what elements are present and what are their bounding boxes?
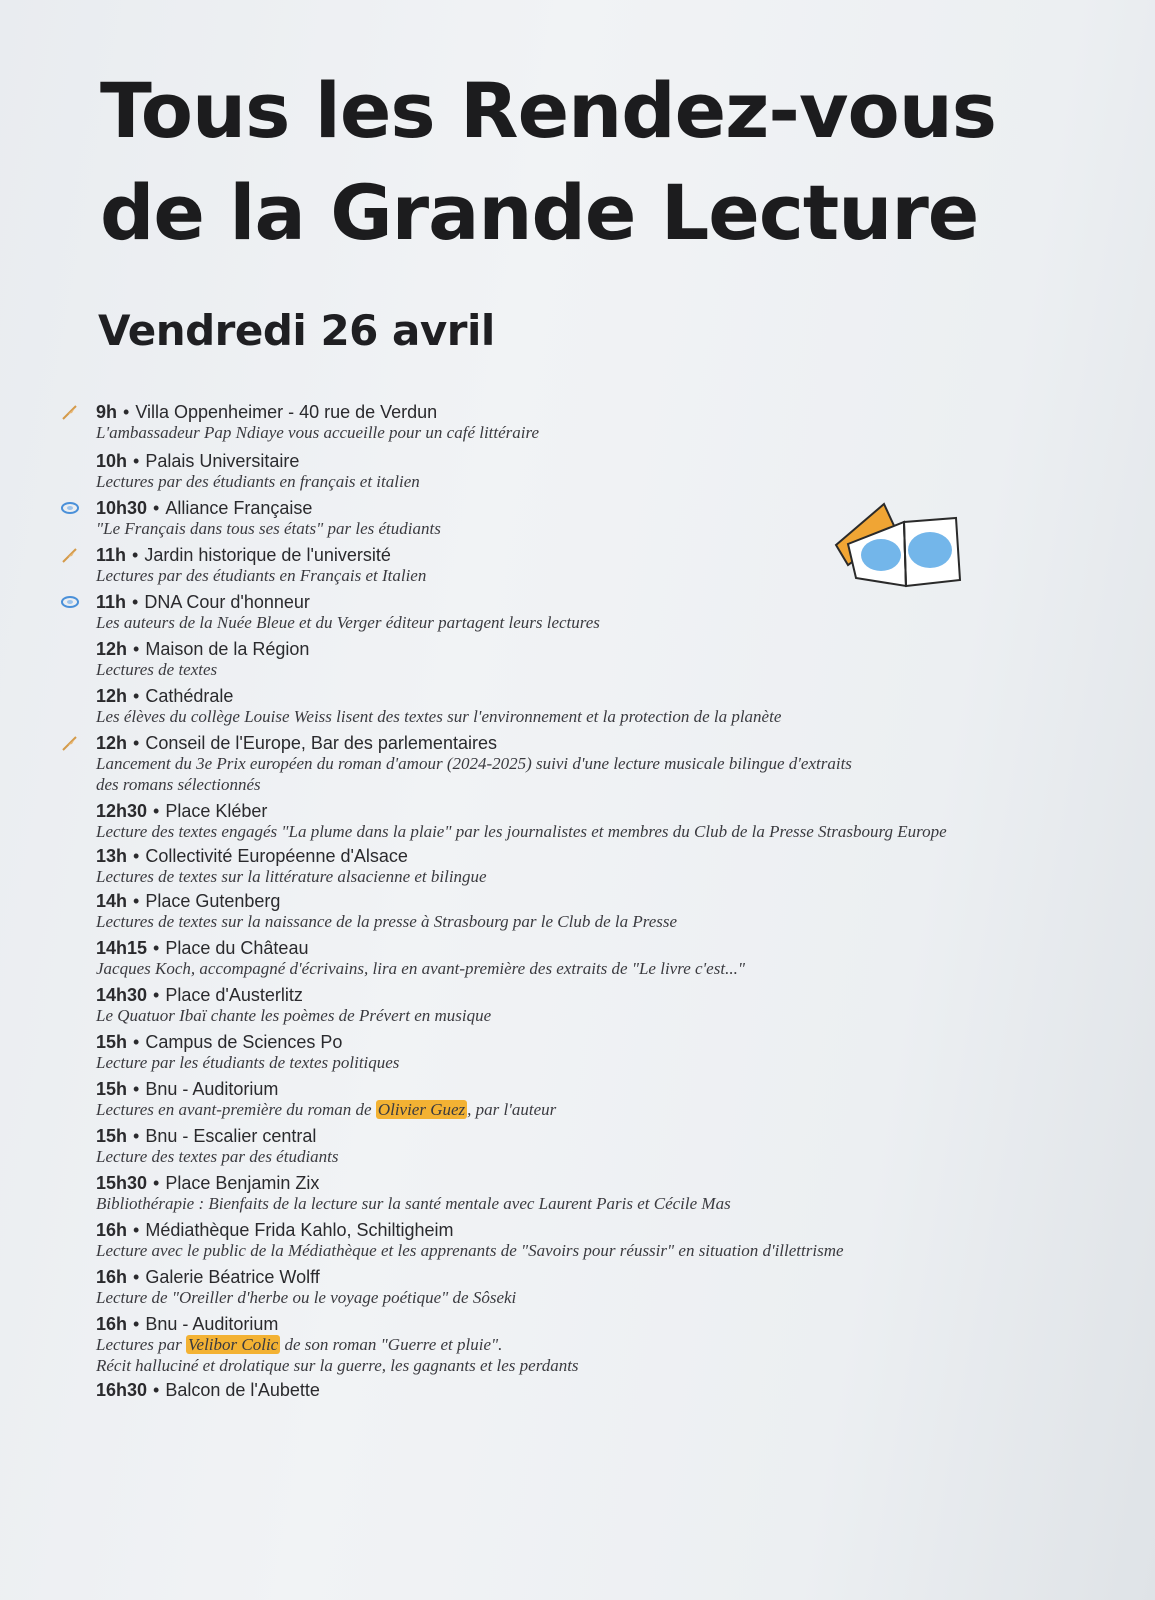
event-description: Le Quatuor Ibaï chante les poèmes de Prévert en musique	[96, 1006, 492, 1025]
event-place: Bnu - Escalier central	[145, 1126, 317, 1146]
event-time: 12h	[96, 639, 128, 659]
event-time: 14h15	[96, 938, 148, 958]
event-heading	[96, 891, 1155, 911]
event-heading	[96, 1380, 1155, 1400]
event-time: 16h30	[96, 1380, 148, 1400]
event-time: 9h	[96, 402, 118, 422]
event-description: Lancement du 3e Prix européen du roman d'amour (2024-2025) suivi d'une lecture musicale bilingue d'extraits	[96, 754, 852, 773]
bullet-separator: •	[153, 938, 160, 958]
event-heading	[96, 733, 1155, 753]
event-description: Lecture par les étudiants de textes politiques	[96, 1053, 400, 1072]
feather-icon	[60, 547, 80, 563]
event-item	[0, 1173, 1155, 1214]
event-description: Lectures en avant-première du roman de Olivier Guez , par l'auteur	[96, 1100, 557, 1119]
event-item	[0, 1314, 1155, 1376]
event-time: 10h	[96, 451, 128, 471]
event-heading	[96, 402, 1155, 422]
event-description: Lectures de textes sur la naissance de la presse à Strasbourg par le Club de la Presse	[96, 912, 678, 931]
event-list	[0, 396, 1155, 1400]
event-place: Bnu - Auditorium	[145, 1079, 279, 1099]
event-time: 11h	[96, 545, 127, 565]
event-description: "Le Français dans tous ses états" par les étudiants	[96, 519, 441, 538]
event-heading	[96, 801, 1155, 821]
event-place: Place Gutenberg	[145, 891, 281, 911]
event-heading	[96, 498, 1155, 518]
event-item	[0, 592, 1155, 633]
event-description: Lecture des textes engagés "La plume dans la plaie" par les journalistes et membres du Club de la Presse Strasbourg Europe	[96, 822, 947, 841]
event-time: 15h30	[96, 1173, 148, 1193]
event-description: Lecture des textes par des étudiants	[96, 1147, 339, 1166]
event-item	[0, 402, 1155, 443]
bullet-separator: •	[133, 1126, 140, 1146]
feather-icon	[60, 404, 80, 420]
event-item	[0, 1032, 1155, 1073]
event-heading	[96, 1314, 1155, 1334]
event-place: Maison de la Région	[145, 639, 310, 659]
event-description: Lectures de textes sur la littérature alsacienne et bilingue	[96, 867, 487, 886]
title-line-1: Tous les Rendez-vous	[100, 66, 997, 155]
event-heading	[96, 1126, 1155, 1146]
event-heading	[96, 545, 1155, 565]
event-heading	[96, 451, 1155, 471]
event-heading	[96, 1079, 1155, 1099]
event-description: L'ambassadeur Pap Ndiaye vous accueille pour un café littéraire	[96, 423, 540, 442]
event-item	[0, 733, 1155, 795]
event-heading	[96, 846, 1155, 866]
highlighted-author-name: Olivier Guez	[377, 1100, 466, 1119]
event-heading	[96, 985, 1155, 1005]
bullet-separator: •	[133, 733, 140, 753]
event-item	[0, 1380, 1155, 1400]
event-time: 15h	[96, 1032, 128, 1052]
event-time: 16h	[96, 1267, 128, 1287]
event-place: Jardin historique de l'université	[144, 545, 391, 565]
bullet-separator: •	[132, 545, 139, 565]
event-time: 11h	[96, 592, 127, 612]
event-place: Galerie Béatrice Wolff	[145, 1267, 320, 1287]
bullet-separator: •	[153, 498, 160, 518]
event-item	[0, 639, 1155, 680]
event-description: Lectures par Velibor Colic de son roman "Guerre et pluie".	[96, 1335, 503, 1354]
event-description: Récit halluciné et drolatique sur la guerre, les gagnants et les perdants	[96, 1356, 579, 1375]
event-item	[0, 1079, 1155, 1120]
event-place: Villa Oppenheimer - 40 rue de Verdun	[135, 402, 438, 422]
event-description: Lecture avec le public de la Médiathèque et les apprenants de "Savoirs pour réussir" en situation d'illettrisme	[96, 1241, 844, 1260]
bullet-separator: •	[123, 402, 130, 422]
event-item	[0, 498, 1155, 539]
event-place: Conseil de l'Europe, Bar des parlementaires	[145, 733, 497, 753]
event-item	[0, 938, 1155, 979]
event-heading	[96, 1032, 1155, 1052]
event-description: Lectures de textes	[96, 660, 218, 679]
event-place: Médiathèque Frida Kahlo, Schiltigheim	[145, 1220, 454, 1240]
event-time: 16h	[96, 1220, 128, 1240]
event-description: Lectures par des étudiants en français et italien	[96, 472, 420, 491]
event-time: 16h	[96, 1314, 128, 1334]
event-time: 12h	[96, 686, 128, 706]
event-description: Jacques Koch, accompagné d'écrivains, lira en avant-première des extraits de "Le livre c'est..."	[96, 959, 745, 978]
event-time: 15h	[96, 1126, 128, 1146]
bullet-separator: •	[133, 639, 140, 659]
event-time: 12h	[96, 733, 128, 753]
bullet-separator: •	[133, 846, 140, 866]
event-place: Place d'Austerlitz	[165, 985, 303, 1005]
event-description: Les élèves du collège Louise Weiss lisent des textes sur l'environnement et la protection de la planète	[96, 707, 782, 726]
event-item	[0, 801, 1155, 842]
event-description: Bibliothérapie : Bienfaits de la lecture sur la santé mentale avec Laurent Paris et Cécile Mas	[96, 1194, 731, 1213]
eye-icon	[60, 594, 80, 610]
bullet-separator: •	[133, 1267, 140, 1287]
event-place: Campus de Sciences Po	[145, 1032, 343, 1052]
bullet-separator: •	[133, 1079, 140, 1099]
event-place: Palais Universitaire	[145, 451, 300, 471]
event-time: 15h	[96, 1079, 128, 1099]
event-item	[0, 1126, 1155, 1167]
event-heading	[96, 1267, 1155, 1287]
event-item	[0, 451, 1155, 492]
bullet-separator: •	[133, 451, 140, 471]
event-heading	[96, 639, 1155, 659]
event-time: 14h	[96, 891, 128, 911]
event-place: Balcon de l'Aubette	[165, 1380, 320, 1400]
event-time: 10h30	[96, 498, 148, 518]
event-description: Lectures par des étudiants en Français et Italien	[96, 566, 427, 585]
highlighted-author-name: Velibor Colic	[188, 1335, 279, 1354]
feather-icon	[60, 735, 80, 751]
event-time: 14h30	[96, 985, 148, 1005]
event-place: Bnu - Auditorium	[145, 1314, 279, 1334]
event-place: Place Benjamin Zix	[165, 1173, 320, 1193]
bullet-separator: •	[133, 891, 140, 911]
event-item	[0, 1267, 1155, 1308]
bullet-separator: •	[153, 985, 160, 1005]
event-item	[0, 985, 1155, 1026]
bullet-separator: •	[153, 1173, 160, 1193]
bullet-separator: •	[133, 1314, 140, 1334]
bullet-separator: •	[133, 686, 140, 706]
bullet-separator: •	[153, 801, 160, 821]
event-place: Place du Château	[165, 938, 309, 958]
day-heading: Vendredi 26 avril	[98, 306, 495, 355]
event-description: des romans sélectionnés	[96, 775, 261, 794]
event-time: 12h30	[96, 801, 148, 821]
event-heading	[96, 1173, 1155, 1193]
eye-icon	[60, 500, 80, 516]
event-description: Lecture de "Oreiller d'herbe ou le voyage poétique" de Sôseki	[96, 1288, 517, 1307]
event-place: DNA Cour d'honneur	[144, 592, 310, 612]
bullet-separator: •	[132, 592, 139, 612]
event-item	[0, 891, 1155, 932]
event-item	[0, 545, 1155, 586]
event-heading	[96, 592, 1155, 612]
event-heading	[96, 938, 1155, 958]
event-place: Cathédrale	[145, 686, 234, 706]
event-description: Les auteurs de la Nuée Bleue et du Verger éditeur partagent leurs lectures	[96, 613, 600, 632]
event-item	[0, 686, 1155, 727]
event-item	[0, 846, 1155, 887]
event-place: Alliance Française	[165, 498, 313, 518]
bullet-separator: •	[153, 1380, 160, 1400]
event-place: Collectivité Européenne d'Alsace	[145, 846, 408, 866]
event-place: Place Kléber	[165, 801, 268, 821]
bullet-separator: •	[133, 1220, 140, 1240]
bullet-separator: •	[133, 1032, 140, 1052]
event-heading	[96, 1220, 1155, 1240]
title-line-2: de la Grande Lecture	[100, 168, 979, 257]
event-time: 13h	[96, 846, 128, 866]
event-item	[0, 1220, 1155, 1261]
event-heading	[96, 686, 1155, 706]
page-title	[100, 60, 1100, 264]
